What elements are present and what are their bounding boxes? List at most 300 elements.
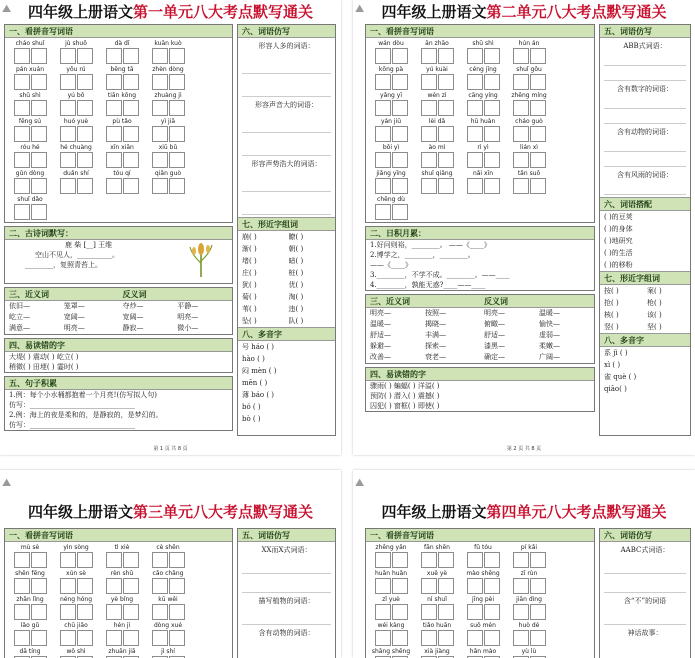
pinyin-cell [54,596,98,620]
writing-boxes[interactable] [461,48,505,64]
shape-word-row [238,279,335,291]
writing-boxes[interactable] [100,74,144,90]
pinyin-cell [8,544,52,568]
shape-word-row [238,231,335,243]
pinyin-section: 一、看拼音写词语 mù sè yìn sòng tì xiè cè shēn shēn fēng xún sè rèn shū cǎo chǎng zhǎn lǐng néng hóng yè bǐng kū wěi lǎo gǔ chū jiǎo hén jì dòng xué dā tíng wǒ shì zhuān jiā jì shí [4,528,233,658]
writing-boxes[interactable] [415,552,459,568]
pinyin-text: cè shēn [156,544,180,551]
pinyin-cell [507,648,551,658]
word-match-row: ( )的生活 [604,249,633,257]
writing-boxes[interactable] [461,100,505,116]
shape-word-row-cell: 堵( ) [242,257,257,265]
pinyin-text: lǎo gǔ [20,622,40,629]
pinyin-cell [461,118,505,142]
pinyin-cell [100,170,144,194]
pinyin-cell [8,118,52,142]
pinyin-text: huǎn huǎn [374,570,408,577]
writing-boxes[interactable] [415,74,459,90]
pinyin-text: nì shuǐ [427,596,447,603]
pinyin-text: jiān dìng [516,596,542,603]
pinyin-text: fǔ tóu [474,544,492,551]
writing-boxes[interactable] [369,630,413,646]
pinyin-cell [369,92,413,116]
shape-word-row-cell: 优( ) [288,281,304,289]
pinyin-text: néng hóng [59,596,93,603]
word-pair-cell: 明亮— [370,309,391,317]
pinyin-text: wéi kàng [377,622,405,629]
mountain-decoration-icon: ⛰ [355,2,365,15]
pinyin-text: xún sè [66,570,86,577]
writing-boxes[interactable] [369,178,413,194]
writing-boxes[interactable] [415,126,459,142]
writing-boxes[interactable] [369,48,413,64]
pinyin-text: hé chuàng [60,144,92,151]
poem-section: 二、古诗词默写： 鹿 柴 [__] 王维 空山不见人，__________。 ________，复照青苔上。 [4,226,233,284]
pinyin-text: zhēng míng [511,92,547,99]
pinyin-text: wén zì [427,92,447,99]
pinyin-text: zhuān jiā [108,648,136,655]
pinyin-text: tǎn suǒ [517,170,541,177]
shape-word-row [238,243,335,255]
pinyin-cell [100,40,144,64]
word-pair-cell: 温暖— [370,320,391,328]
pinyin-cell [146,622,190,646]
writing-boxes[interactable] [8,604,52,620]
word-pair-row [480,319,594,330]
pinyin-cell [507,596,551,620]
writing-boxes[interactable] [146,178,190,194]
pinyin-cell [369,66,413,90]
pinyin-text: céng jīng [469,66,497,73]
pinyin-text: jiǎng yīng [376,170,406,177]
pinyin-text: zǐ yuè [382,596,400,603]
pinyin-cell [54,622,98,646]
writing-boxes[interactable] [100,552,144,568]
writing-boxes[interactable] [461,126,505,142]
pinyin-cell [461,66,505,90]
writing-boxes[interactable] [100,178,144,194]
writing-boxes[interactable] [146,578,190,594]
shape-word-row-cell: 瞭( ) [288,233,304,241]
shape-word-row-cell: 案( ) [647,287,662,295]
writing-boxes[interactable] [507,126,551,142]
pinyin-cell [100,570,144,594]
pinyin-text: zhèn dòng [152,66,184,73]
writing-boxes[interactable] [369,604,413,620]
pinyin-text: lián xì [520,144,538,151]
pinyin-cell [54,40,98,64]
pinyin-text: yìn sòng [63,544,89,551]
writing-boxes[interactable] [100,604,144,620]
pinyin-text: hén jì [113,622,131,629]
shape-word-row-cell: 竖( ) [604,323,619,331]
writing-boxes[interactable] [415,578,459,594]
pinyin-cell [461,170,505,194]
pinyin-cell [8,622,52,646]
writing-boxes[interactable] [507,152,551,168]
writing-boxes[interactable] [8,152,52,168]
writing-boxes[interactable] [146,604,190,620]
writing-boxes[interactable] [415,178,459,194]
writing-boxes[interactable] [415,630,459,646]
writing-boxes[interactable] [461,74,505,90]
pinyin-cell [461,596,505,620]
writing-boxes[interactable] [369,74,413,90]
writing-boxes[interactable] [54,630,98,646]
pinyin-cell [461,92,505,116]
pinyin-text: dòng xué [153,622,183,629]
pinyin-text: dà dī [114,40,130,47]
writing-boxes[interactable] [54,604,98,620]
word-pair-cell: 柔嫩— [539,342,560,350]
writing-boxes[interactable] [8,578,52,594]
polyphone-row: 雀 què ( ) [604,373,637,381]
shape-word-row [238,315,335,327]
page-title: 四年级上册语文 第四单元八大考点默写通关 [381,502,667,521]
word-pair-cell: 改善— [370,353,391,361]
writing-boxes[interactable] [461,178,505,194]
writing-boxes[interactable] [369,152,413,168]
pinyin-cell [369,648,413,658]
pinyin-section: 一、看拼音写词语 wán dòu ān zhāo shū shì hún án kōng pà yú kuài céng jīng shuǐ gōu yǎng yī wén zì cāng yíng zhēng míng yán jiū lèi dǎ hū huàn cháo guò bōi yì ào mì rì yì lián xì jiǎng yīng shuǐ qiǎng nǎi xīn tǎn suǒ chēng dù [365,24,595,223]
writing-boxes[interactable] [54,100,98,116]
writing-boxes[interactable] [507,178,551,194]
polyphone-row: xì ( ) [604,361,621,369]
pinyin-text: chēng dù [377,196,405,203]
pinyin-text: xīn xiān [110,144,134,151]
writing-boxes[interactable] [100,578,144,594]
writing-boxes[interactable] [369,552,413,568]
mountain-decoration-icon: ⛰ [2,2,12,15]
word-pair-cell: 舒适— [370,331,391,339]
word-pair-cell: 确定— [484,353,505,361]
pinyin-cell [8,40,52,64]
pinyin-text: bōi yì [382,144,400,151]
pinyin-cell [8,648,52,658]
pinyin-cell [146,570,190,594]
pinyin-cell [415,118,459,142]
pinyin-cell [415,622,459,646]
word-pair-row [480,341,594,352]
writing-boxes[interactable] [507,630,551,646]
sentence-section: 五、句子积累 1.例：每个小水桶都抱着一个月亮!(仿写拟人句) 仿写：______________________________ 2.例：海上的夜是柔和的，是静寂的，是梦幻的。 仿写：______________________________ [4,376,233,431]
shape-word-row-cell: 菊( ) [242,293,257,301]
pinyin-cell [146,648,190,658]
writing-boxes[interactable] [8,48,52,64]
pinyin-cell [8,596,52,620]
writing-boxes[interactable] [8,178,52,194]
writing-boxes[interactable] [146,100,190,116]
pinyin-cell [507,144,551,168]
shape-word-row-cell: 按( ) [604,287,619,295]
pinyin-grid [366,38,594,222]
writing-boxes[interactable] [146,630,190,646]
pinyin-text: zhuàng jì [154,92,182,99]
writing-boxes[interactable] [100,630,144,646]
word-pair-cell: 虚弱— [539,331,560,339]
pinyin-cell [507,570,551,594]
pinyin-cell [369,196,413,220]
pinyin-text: tì xiè [114,544,130,551]
pinyin-cell [54,92,98,116]
pinyin-text: cháo shuǐ [15,40,45,47]
pinyin-cell [146,66,190,90]
pinyin-text: yì jiā [160,118,176,125]
writing-boxes[interactable] [8,74,52,90]
writing-boxes[interactable] [461,152,505,168]
pinyin-cell [415,570,459,594]
writing-boxes[interactable] [415,604,459,620]
word-pair-row [366,319,480,330]
writing-boxes[interactable] [100,48,144,64]
pinyin-text: mù sè [20,544,40,551]
writing-boxes[interactable] [461,552,505,568]
pinyin-cell [461,570,505,594]
pinyin-section: 一、看拼音写词语 cháo shuǐ jù shuō dà dī kuān kuò pán xuán yōu rú bēng tā zhèn dòng shū shì yú bō tiān kōng zhuàng jì fēng sú huó yuè pù tǎo yì jiā róu hé hé chuàng xīn xiān xiū bǔ gǔn dòng duǎn shí tóu qí qiǎn guò shuǐ dǎo [4,24,233,223]
pinyin-text: zī rùn [520,570,538,577]
polyphone-row: bò ( ) [242,415,261,423]
pinyin-text: cháo guò [515,118,543,125]
pinyin-text: hū huàn [470,118,496,125]
writing-boxes[interactable] [369,204,413,220]
worksheet-page-4 [353,470,695,658]
pinyin-text: huó yuè [63,118,89,125]
polyphone-list [600,347,690,395]
word-pair-cell: 按照— [425,309,446,317]
pinyin-cell [461,40,505,64]
pinyin-text: chū jiǎo [64,622,88,629]
writing-boxes[interactable] [146,552,190,568]
writing-boxes[interactable] [54,126,98,142]
pinyin-cell [146,118,190,142]
shape-word-row [238,255,335,267]
right-column: 五、词语仿写 XX而X式词语： 描写植物的词语： 含有动物的词语： [237,528,336,658]
writing-boxes[interactable] [369,100,413,116]
writing-boxes[interactable] [507,100,551,116]
writing-boxes[interactable] [8,126,52,142]
pinyin-cell [146,596,190,620]
writing-boxes[interactable] [54,48,98,64]
writing-boxes[interactable] [100,152,144,168]
polyphone-row: hào ( ) [242,355,265,363]
pinyin-cell [100,118,144,142]
pinyin-text: tóu qí [113,170,131,177]
pinyin-text: kū wěi [158,596,178,603]
pinyin-text: ān zhāo [425,40,449,47]
writing-boxes[interactable] [507,604,551,620]
pinyin-cell [369,622,413,646]
shape-word-row [238,267,335,279]
writing-boxes[interactable] [8,204,52,220]
pinyin-cell [369,170,413,194]
shape-word-row [600,297,690,309]
shape-word-list [600,285,690,333]
word-pair-cell: 温暖— [539,309,560,317]
shape-word-row-cell: 庄( ) [242,269,257,277]
writing-boxes[interactable] [146,126,190,142]
writing-boxes[interactable] [8,630,52,646]
shape-word-row-cell: 桩( ) [288,269,304,277]
pinyin-text: yè bǐng [110,596,134,603]
pinyin-cell [100,622,144,646]
pinyin-text: rèn shū [110,570,134,577]
writing-boxes[interactable] [507,578,551,594]
pinyin-cell [461,144,505,168]
writing-boxes[interactable] [146,74,190,90]
pinyin-text: suǒ mén [470,622,496,629]
writing-boxes[interactable] [54,578,98,594]
pinyin-cell [54,544,98,568]
page-title: 四年级上册语文 第二单元八大考点默写通关 [381,2,667,21]
word-pair-row [480,352,594,363]
right-column: 五、词语仿写 ABB式词语： 含有数字的词语： 含有动物的词语： 含有风雨的词语： 六、词语搭配 ( )的豆荚 ( )的身体 ( )地研究 ( )的生活 ( )的移粉 七、形近字组词 按( ) 案( ) 抢( ) 枪( ) 核( ) 该( ) 竖( ) 坚( ) 八、多音字 系 jì ( ) xì ( ) 雀 què ( ) qiāo( ) [599,24,691,436]
pinyin-cell [146,92,190,116]
word-pair-cell: 躲避— [370,342,391,350]
page-footer: 第 1 页 共 8 页 [153,446,188,452]
shape-word-row-cell: 抢( ) [604,299,619,307]
shape-word-row-cell: 枪( ) [647,299,662,307]
word-pair-cell: 明亮— [484,309,505,317]
pinyin-cell [146,40,190,64]
writing-boxes[interactable] [146,48,190,64]
pinyin-cell [146,170,190,194]
pinyin-cell [100,92,144,116]
pinyin-cell [415,66,459,90]
confusing-characters-section: 四、易读错的字 骤雨( ) 蝙蝠( ) 洋溢( ) 预防( ) 潜入( ) 震撼( ) 囚犯( ) 窗框( ) 即使( ) [365,367,595,412]
polyphone-row: 号 háo ( ) [242,343,275,351]
word-pair-cell: 丰满— [425,331,446,339]
pinyin-text: jīng pèi [471,596,495,603]
synonym-antonym-section: 三、近义词 反义词 明亮— 按照— 温暖— 揭晓— 舒适— 丰满— 躲避— 探索— 改善— 衰老— 明亮— 温暖— 俯瞰— 愉快— 舒适— 虚弱— 漆黑— 柔嫩— 确定— 广阔— [365,294,595,364]
pinyin-cell [100,596,144,620]
shape-word-row-cell: 渐( ) [242,245,257,253]
writing-boxes[interactable] [369,126,413,142]
word-match-row: ( )的移粉 [604,261,633,269]
pinyin-text: cāng yíng [468,92,498,99]
writing-boxes[interactable] [100,100,144,116]
pinyin-cell [507,40,551,64]
shape-word-row-cell: 违( ) [288,305,304,313]
pinyin-cell [54,118,98,142]
shape-word-row-cell: 暗( ) [288,257,304,265]
writing-boxes[interactable] [461,630,505,646]
pinyin-cell [415,40,459,64]
pinyin-cell [415,648,459,658]
pinyin-text: yú bō [67,92,85,99]
writing-boxes[interactable] [507,74,551,90]
writing-boxes[interactable] [415,152,459,168]
shape-word-list [238,231,335,327]
writing-boxes[interactable] [146,152,190,168]
writing-boxes[interactable] [8,552,52,568]
pinyin-text: shuǐ dǎo [17,196,43,203]
pinyin-text: fēng sú [18,118,42,125]
writing-boxes[interactable] [8,100,52,116]
shape-word-row [238,303,335,315]
pinyin-cell [100,544,144,568]
pinyin-text: shuǐ qiǎng [421,170,453,177]
pinyin-cell [8,196,52,220]
pinyin-text: shū shì [19,92,41,99]
pinyin-text: pí kǎi [520,544,538,551]
pinyin-text: hún án [518,40,540,47]
pinyin-cell [415,170,459,194]
shape-word-row-cell: 坠( ) [242,317,257,325]
pinyin-cell [8,66,52,90]
pinyin-cell [100,648,144,658]
pinyin-text: pù tǎo [112,118,132,125]
right-column: 六、词语仿写 AABC式词语： 含“不”的词语 神话故事： [599,528,691,658]
pinyin-cell [507,66,551,90]
pinyin-text: yù lù [521,648,537,655]
accumulation-section: 二、日积月累： 1.好问则裕，________。 ——《____》 2.博学之，________，________。 ——《____》 3.________，不学不成。________。——____ 4.________，孰能无惑?____——____ [365,226,595,291]
pinyin-text: pán xuán [15,66,45,73]
pinyin-cell [369,40,413,64]
writing-boxes[interactable] [54,152,98,168]
pinyin-text: xiū bǔ [158,144,178,151]
page-footer: 第 2 页 共 8 页 [506,446,542,452]
pinyin-cell [369,570,413,594]
pinyin-text: cǎo chǎng [152,570,184,577]
pinyin-cell [461,544,505,568]
pinyin-text: nǎi xīn [472,170,494,177]
pinyin-cell [507,622,551,646]
writing-boxes[interactable] [461,604,505,620]
pinyin-cell [8,92,52,116]
right-column: 六、词语仿写 形容人多的词语： 形容声音大的词语： 形容声势浩大的词语： 七、形近字组词 崩( ) 瞭( ) 渐( ) 朝( ) 堵( ) 暗( ) 庄( ) 桩( ) 犹( ) 优( ) 菊( ) 淘( ) 苇( ) 违( ) 坠( ) 队( ) 八、多音字 号 háo ( ) hào ( ) 闷 mèn ( ) mēn ( ) 薄 báo ( ) bó ( ) bò ( ) [237,24,336,436]
pinyin-text: jì shí [161,648,175,655]
writing-boxes[interactable] [507,552,551,568]
writing-boxes[interactable] [461,578,505,594]
pinyin-text: rì yì [477,144,489,151]
pinyin-cell [507,92,551,116]
pinyin-text: duǎn shí [63,170,89,177]
shape-word-row-cell: 淘( ) [288,293,304,301]
writing-boxes[interactable] [369,578,413,594]
writing-boxes[interactable] [100,126,144,142]
pinyin-text: bēng tā [110,66,134,73]
word-pair-cell: 漆黑— [484,342,505,350]
polyphone-list [238,341,335,425]
pinyin-section: 一、看拼音写词语 zhēng yǎn fān shēn fǔ tóu pí kǎi huǎn huǎn xuě yè mào shēng zī rùn zǐ yuè nì shuǐ jīng pèi jiān dìng wéi kàng tiǎo huān suǒ mén huò dé shāng shēng xià jiàng hǎn mào yù lù [365,528,595,658]
pinyin-cell [8,170,52,194]
word-pair-cell: 衰老— [425,353,446,361]
pinyin-cell [415,544,459,568]
pinyin-cell [507,118,551,142]
pinyin-text: zhēng yǎn [375,544,407,551]
writing-boxes[interactable] [507,48,551,64]
word-pair-cell: 舒适— [484,331,505,339]
pinyin-text: yú kuài [426,66,448,73]
mountain-decoration-icon: ⛰ [2,476,12,489]
pinyin-text: kuān kuò [154,40,182,47]
pinyin-text: ào mì [428,144,446,151]
worksheet-page-1 [0,0,341,455]
writing-boxes[interactable] [54,552,98,568]
writing-boxes[interactable] [54,178,98,194]
pinyin-text: fān shēn [424,544,450,551]
writing-boxes[interactable] [415,48,459,64]
writing-boxes[interactable] [415,100,459,116]
pinyin-cell [54,570,98,594]
pinyin-cell [8,144,52,168]
pinyin-cell [54,144,98,168]
pinyin-cell [369,596,413,620]
pinyin-cell [369,544,413,568]
writing-boxes[interactable] [54,74,98,90]
pinyin-cell [54,648,98,658]
pinyin-text: zhǎn lǐng [16,596,44,603]
